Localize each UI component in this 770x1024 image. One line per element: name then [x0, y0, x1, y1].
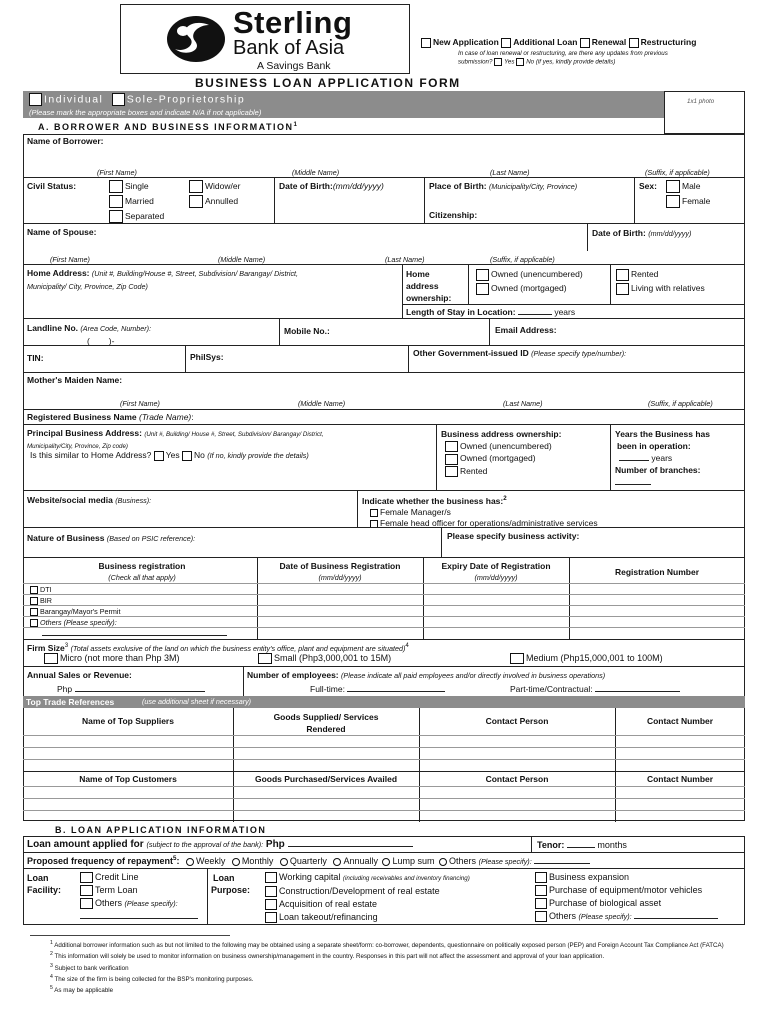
purpose-others-hint: (Please specify):	[578, 912, 632, 921]
biz-owned-mortgaged-label: Owned (mortgaged)	[460, 453, 536, 464]
entity-type-bar	[23, 91, 664, 118]
reg-col3-title: Expiry Date of Registration	[441, 561, 551, 571]
business-ownership-label: Business address ownership:	[441, 429, 562, 439]
female-label: Female	[682, 196, 711, 206]
website-hint: (Business):	[115, 496, 152, 505]
restructuring-checkbox[interactable]	[629, 38, 639, 48]
repayment-frequency: Proposed frequency of repayment$^5$: Weekly Monthly Quarterly Annually Lump sum Others (Please specify):	[27, 855, 590, 866]
spouse-first-hint: (First Name)	[50, 255, 90, 264]
annulled-label: Annulled	[205, 196, 239, 206]
single-label: Single	[125, 181, 149, 191]
tenor-label: Tenor:	[537, 840, 565, 850]
male-label: Male	[682, 181, 701, 191]
section-a-text: A. BORROWER AND BUSINESS INFORMATION	[38, 122, 294, 132]
footnote-5-num: 5	[50, 985, 53, 992]
biz-owned-unencumbered-checkbox[interactable]	[445, 441, 458, 452]
firm-size-hint: (Total assets exclusive of the land on which the business entity's office, plant and equipment are situated)	[70, 643, 406, 653]
spouse-dob-label: Date of Birth:	[592, 228, 646, 238]
employees-label: Number of employees:	[247, 670, 339, 680]
home-address-hint2: Municipality/ City, Province, Zip Code)	[27, 282, 148, 291]
mother-middle-hint: (Middle Name)	[298, 399, 346, 408]
male-checkbox[interactable]	[666, 180, 680, 193]
mother-first-hint: (First Name)	[120, 399, 160, 408]
medium-label: Medium (Php15,000,001 to 100M)	[526, 653, 663, 663]
similar-yes-label: Yes	[165, 450, 180, 460]
spouse-middle-hint: (Middle Name)	[218, 255, 266, 264]
update-note-text-2: submission?	[458, 58, 493, 66]
biz-owned-unencumbered-label: Owned (unencumbered)	[460, 441, 552, 451]
trade-references-label: Top Trade References	[26, 697, 115, 707]
separated-label: Separated	[125, 211, 165, 221]
footnote-1-text: Additional borrower information such as but not limited to the following may be obtained using a separate sheet/form: co-borrower, dependents, questionnaire on politically exposed person (PEP) and Foreign Account Tax Compliance Act (FATCA)	[54, 942, 724, 950]
new-application-checkbox[interactable]	[421, 38, 431, 48]
bank-name-line1: Sterling	[233, 5, 353, 40]
trade-references-bar	[23, 696, 745, 708]
reg-others-checkbox[interactable]	[30, 619, 38, 627]
nature-label: Nature of Business	[27, 533, 105, 543]
similar-home-address	[30, 450, 309, 461]
renewal-checkbox[interactable]	[580, 38, 590, 48]
civil-status-col1	[109, 179, 164, 224]
footnote-2-text: This information will solely be used to monitor information on business ownership/management in the country. Responses in this part will not affect the assessment and approval of your loan application.	[54, 953, 605, 961]
home-rented-label: Rented	[631, 269, 659, 279]
biz-rented-label: Rented	[460, 465, 488, 476]
female-manager-checkbox[interactable]	[370, 509, 378, 517]
reg-col1-hint: (Check all that apply)	[108, 573, 176, 582]
purpose-others-label: Others	[549, 911, 577, 921]
entity-note: (Please mark the appropriate boxes and indicate N/A if not applicable)	[29, 108, 262, 117]
working-capital-hint: (including receivables and inventory financing)	[342, 875, 470, 882]
other-id-label: Other Government-issued ID	[413, 348, 529, 358]
spouse-last-hint: (Last Name)	[385, 255, 425, 264]
nature-hint: (Based on PSIC reference):	[106, 534, 196, 543]
working-capital-label: Working capital	[279, 872, 341, 882]
similar-no-label: No	[194, 450, 205, 460]
annually-label: Annually	[343, 856, 378, 866]
expansion-label: Business expansion	[549, 872, 630, 882]
footnote-5-text: As may be applicable	[54, 987, 114, 995]
firm-small	[258, 653, 391, 664]
pob-field[interactable]	[429, 181, 577, 191]
footnote-3-num: 3	[50, 962, 53, 969]
working-capital-checkbox[interactable]	[265, 872, 277, 883]
suppliers-col-goods: Goods Supplied/ Services Rendered	[273, 712, 379, 734]
lump-sum-radio[interactable]	[382, 858, 390, 866]
loan-purpose-label-2: Purpose:	[211, 885, 251, 895]
part-time-label: Part-time/Contractual:	[510, 684, 593, 694]
business-address-hint: (Unit #, Building/ House #, Street, Subdivision/ Barangay/ District,	[144, 431, 324, 438]
annual-sales-label: Annual Sales or Revenue:	[27, 670, 132, 680]
update-yes-checkbox[interactable]	[494, 58, 502, 66]
home-address-label: Home Address:	[27, 268, 90, 278]
bir-checkbox[interactable]	[30, 597, 38, 605]
home-ownership-col1	[476, 267, 583, 295]
home-ownership-label-2: address	[406, 281, 439, 291]
form-title: BUSINESS LOAN APPLICATION FORM	[195, 76, 461, 90]
bir-label: BIR	[40, 596, 52, 605]
registered-business-name-field[interactable]: Registered Business Name (Trade Name):	[27, 412, 194, 422]
philsys-label[interactable]: PhilSys:	[190, 352, 224, 362]
purpose-others-checkbox[interactable]	[535, 911, 547, 922]
home-owned-unencumbered-label: Owned (unencumbered)	[491, 269, 583, 279]
sole-proprietorship-label: Sole-Proprietorship	[126, 93, 246, 106]
years-unit: years	[651, 453, 673, 463]
logo	[120, 4, 410, 74]
small-label: Small (Php3,000,001 to 15M)	[274, 653, 392, 663]
section-b-title: B. LOAN APPLICATION INFORMATION	[55, 825, 267, 835]
footnote-4-text: The size of the firm is being collected for the BSP's monitoring purposes.	[54, 976, 254, 984]
acquisition-label: Acquisition of real estate	[279, 899, 378, 909]
registered-business-name-hint: (Trade Name)	[138, 412, 192, 422]
business-address-field[interactable]	[27, 428, 432, 452]
construction-checkbox[interactable]	[265, 886, 277, 897]
update-no-note: (if yes, kindly provide details)	[535, 58, 616, 66]
full-time-label: Full-time:	[310, 684, 345, 694]
credit-line-checkbox[interactable]	[80, 872, 93, 883]
mayors-permit-label: Barangay/Mayor's Permit	[40, 607, 121, 616]
footnote-1-num: 1	[50, 940, 53, 946]
suppliers-col-contact-number: Contact Number	[646, 716, 714, 726]
facility-others-checkbox[interactable]	[80, 898, 93, 909]
takeout-checkbox[interactable]	[265, 912, 277, 923]
monthly-radio[interactable]	[232, 858, 240, 866]
years-in-operation[interactable]	[615, 428, 710, 464]
borrower-last-hint: (Last Name)	[490, 168, 530, 177]
years-label-1: Years the Business has	[615, 429, 710, 439]
separated-checkbox[interactable]	[109, 210, 123, 223]
business-address-hint2: Municipality/City, Province, Zip code)	[27, 443, 128, 450]
business-ownership	[441, 428, 561, 477]
application-type	[421, 37, 696, 48]
micro-label: Micro (not more than Php 3M)	[60, 653, 180, 663]
section-a-sup: 1	[293, 121, 299, 128]
credit-line-label: Credit Line	[95, 872, 139, 882]
additional-loan-label: Additional Loan	[513, 37, 578, 47]
small-checkbox[interactable]	[258, 653, 272, 664]
years-label-2: been in operation:	[617, 441, 691, 451]
biz-owned-mortgaged-checkbox[interactable]	[445, 454, 458, 465]
micro-checkbox[interactable]	[44, 653, 58, 664]
mother-suffix-hint: (Suffix, if applicable)	[648, 399, 713, 408]
loan-facility-label-2: Facility:	[27, 885, 62, 895]
length-of-stay-field[interactable]	[406, 307, 575, 317]
weekly-label: Weekly	[196, 856, 226, 866]
quarterly-label: Quarterly	[289, 856, 327, 866]
entity-options	[29, 93, 245, 106]
firm-size-heading	[27, 642, 409, 653]
civil-status-col2	[189, 179, 240, 209]
sterling-logo-icon	[165, 13, 227, 65]
reg-col1-title: Business registration	[98, 561, 186, 571]
update-no-label: No	[526, 58, 535, 66]
takeout-label: Loan takeout/refinancing	[279, 912, 378, 922]
customers-col-contact-number: Contact Number	[646, 774, 714, 784]
widower-checkbox[interactable]	[189, 180, 203, 193]
email-label[interactable]: Email Address:	[495, 325, 557, 335]
bank-tagline: A Savings Bank	[257, 60, 331, 72]
registration-rows	[30, 584, 227, 639]
indicate-sup: 2	[503, 495, 507, 502]
bank-name-line2: Bank of Asia	[233, 37, 345, 59]
loan-facility-options	[80, 871, 198, 923]
female-head-officer-label: Female head officer for operations/administrative services	[380, 517, 598, 528]
loan-amount-hint: (subject to the approval of the bank):	[146, 840, 264, 849]
footnotes	[50, 939, 740, 996]
home-ownership-label	[406, 268, 451, 304]
loan-purpose-label	[211, 872, 250, 896]
restructuring-label: Restructuring	[640, 37, 697, 47]
term-loan-checkbox[interactable]	[80, 885, 93, 896]
home-owned-mortgaged-label: Owned (mortgaged)	[491, 283, 567, 293]
female-manager-label: Female Manager/s	[380, 506, 451, 517]
nature-of-business-field[interactable]	[27, 533, 195, 543]
annually-radio[interactable]	[333, 858, 341, 866]
reg-col2-title: Date of Business Registration	[279, 561, 401, 571]
loan-purpose-col1	[265, 871, 470, 924]
website-field[interactable]	[27, 495, 151, 505]
home-owned-unencumbered-checkbox[interactable]	[476, 269, 489, 281]
footnote-3	[50, 962, 740, 973]
individual-label: Individual	[44, 93, 104, 106]
similar-no-hint: (If no, kindly provide the details)	[207, 451, 309, 460]
loan-amount-field[interactable]	[27, 839, 413, 850]
borrower-middle-hint: (Middle Name)	[292, 168, 340, 177]
single-checkbox[interactable]	[109, 180, 123, 193]
home-ownership-label-1: Home	[406, 269, 430, 279]
section-a-title	[38, 121, 298, 132]
dti-checkbox[interactable]	[30, 586, 38, 594]
home-address-field[interactable]	[27, 267, 402, 293]
home-ownership-label-3: ownership:	[406, 293, 452, 303]
borrower-name-label: Name of Borrower:	[27, 136, 104, 146]
annulled-checkbox[interactable]	[189, 195, 203, 208]
length-of-stay-label: Length of Stay in Location:	[406, 307, 516, 317]
additional-loan-checkbox[interactable]	[501, 38, 511, 48]
similar-question: Is this similar to Home Address?	[30, 450, 152, 460]
tin-label[interactable]: TIN:	[27, 353, 44, 363]
tenor-unit: months	[597, 840, 627, 850]
website-label: Website/social media	[27, 495, 113, 505]
loan-purpose-col2	[535, 871, 718, 923]
construction-label: Construction/Development of real estate	[279, 886, 440, 896]
indicate-label: Indicate whether the business has:	[362, 495, 504, 506]
reg-col-number: Registration Number	[614, 567, 700, 577]
spouse-dob-field[interactable]	[592, 228, 691, 238]
business-activity-label[interactable]: Please specify business activity:	[447, 531, 580, 541]
indicate-business	[362, 493, 598, 529]
other-id-hint: (Please specify type/number):	[531, 349, 627, 358]
home-address-hint: (Unit #, Building/House #, Street, Subdivision/ Barangay/ District,	[91, 269, 299, 278]
biz-rented-checkbox[interactable]	[445, 466, 458, 477]
firm-size-label: Firm Size	[27, 642, 65, 653]
lump-sum-label: Lump sum	[392, 856, 435, 866]
weekly-radio[interactable]	[186, 858, 194, 866]
borrower-first-hint: (First Name)	[97, 168, 137, 177]
biological-checkbox[interactable]	[535, 898, 547, 909]
footnote-5	[50, 984, 740, 995]
footnote-4	[50, 973, 740, 984]
landline-format: (____)-	[87, 336, 115, 346]
mayors-permit-checkbox[interactable]	[30, 608, 38, 616]
reg-col-business-registration	[27, 561, 257, 583]
renewal-label: Renewal	[591, 37, 627, 47]
footnote-1	[50, 939, 740, 950]
employees-heading	[247, 670, 605, 680]
branches-label: Number of branches:	[615, 465, 701, 475]
photo-label: 1x1 photo	[687, 98, 715, 105]
equipment-label: Purchase of equipment/motor vehicles	[549, 885, 703, 895]
reg-col-date	[257, 561, 423, 583]
firm-medium	[510, 653, 663, 664]
update-yes-label: Yes	[504, 58, 515, 66]
loan-amount-php: Php	[265, 839, 285, 850]
similar-no-checkbox[interactable]	[182, 451, 192, 461]
pob-label: Place of Birth:	[429, 181, 487, 191]
landline-label: Landline No.	[27, 323, 78, 333]
firm-size-sup2: 4	[405, 642, 409, 649]
citizenship-label[interactable]: Citizenship:	[429, 210, 478, 220]
new-application-label: New Application	[433, 37, 499, 47]
loan-purpose-label-1: Loan	[213, 873, 235, 883]
full-time-field[interactable]	[310, 684, 445, 694]
customers-col-name: Name of Top Customers	[79, 774, 177, 784]
freq-others-label: Others	[449, 856, 477, 866]
freq-others-radio[interactable]	[439, 858, 447, 866]
home-relatives-label: Living with relatives	[631, 283, 705, 293]
frequency-label: Proposed frequency of repayment	[27, 856, 174, 866]
monthly-label: Monthly	[241, 856, 274, 866]
loan-facility-label-1: Loan	[27, 873, 49, 883]
trade-references-hint: (use additional sheet if necessary)	[142, 697, 252, 706]
footnote-3-text: Subject to bank verification	[54, 964, 129, 972]
photo-box	[664, 91, 745, 134]
reg-col-expiry	[423, 561, 569, 583]
borrower-name-input[interactable]	[90, 138, 740, 166]
update-note	[458, 50, 738, 67]
individual-checkbox[interactable]	[29, 93, 42, 106]
customers-col-contact-person: Contact Person	[485, 774, 549, 784]
footnote-2	[50, 950, 740, 961]
branches-field[interactable]	[615, 464, 701, 488]
pob-format: (Municipality/City, Province)	[489, 182, 578, 191]
home-owned-mortgaged-checkbox[interactable]	[476, 283, 489, 295]
landline-field[interactable]	[27, 322, 151, 347]
tenor-field[interactable]	[537, 840, 627, 850]
biological-label: Purchase of biological asset	[549, 898, 662, 908]
employees-hint: (Please indicate all paid employees and/or directly involved in business operations)	[341, 671, 606, 680]
term-loan-label: Term Loan	[95, 885, 138, 895]
sex-options	[666, 179, 710, 209]
mother-maiden-name-label[interactable]: Mother's Maiden Name:	[27, 375, 123, 385]
firm-size-sup: 3	[64, 642, 69, 649]
business-address-label: Principal Business Address:	[27, 428, 142, 438]
home-rented-checkbox[interactable]	[616, 269, 629, 281]
suppliers-col-contact-person: Contact Person	[485, 716, 549, 726]
acquisition-checkbox[interactable]	[265, 899, 277, 910]
reg-others-label: Others (Please specify):	[40, 618, 117, 627]
mobile-label[interactable]: Mobile No.:	[284, 326, 330, 336]
expansion-checkbox[interactable]	[535, 872, 547, 883]
dob-field[interactable]	[279, 181, 384, 191]
medium-checkbox[interactable]	[510, 653, 524, 664]
sole-proprietorship-checkbox[interactable]	[112, 93, 125, 106]
facility-others-hint: (Please specify):	[124, 899, 178, 908]
quarterly-radio[interactable]	[280, 858, 288, 866]
firm-micro	[44, 653, 180, 664]
annual-sales-field[interactable]	[57, 684, 205, 694]
annual-sales-php: Php	[57, 684, 73, 694]
sex-label: Sex:	[639, 181, 657, 191]
spouse-suffix-hint: (Suffix, if applicable)	[490, 255, 555, 264]
home-ownership-col2	[616, 267, 705, 295]
landline-hint: (Area Code, Number):	[80, 324, 152, 333]
home-relatives-checkbox[interactable]	[616, 283, 629, 295]
length-of-stay-unit: years	[554, 307, 576, 317]
spouse-name-label[interactable]: Name of Spouse:	[27, 227, 97, 237]
reg-col2-hint: (mm/dd/yyyy)	[318, 573, 362, 582]
loan-facility-label	[27, 872, 61, 896]
female-checkbox[interactable]	[666, 195, 680, 208]
married-checkbox[interactable]	[109, 195, 123, 208]
part-time-field[interactable]	[510, 684, 680, 694]
spouse-dob-format: (mm/dd/yyyy)	[648, 229, 692, 238]
customers-col-goods: Goods Purchased/Services Availed	[254, 774, 398, 784]
frequency-sup: 5	[173, 855, 177, 862]
dob-format: (mm/dd/yyyy)	[332, 181, 384, 191]
facility-others-label: Others	[95, 898, 123, 908]
equipment-checkbox[interactable]	[535, 885, 547, 896]
borrower-suffix-hint: (Suffix, if applicable)	[645, 168, 710, 177]
loan-amount-label: Loan amount applied for	[27, 839, 144, 850]
suppliers-col-name: Name of Top Suppliers	[82, 716, 174, 726]
registered-business-name-label: Registered Business Name	[27, 412, 137, 422]
reg-col3-hint: (mm/dd/yyyy)	[474, 573, 518, 582]
freq-others-hint: (Please specify):	[478, 857, 532, 866]
similar-yes-checkbox[interactable]	[154, 451, 164, 461]
married-label: Married	[125, 196, 154, 206]
footnote-4-num: 4	[50, 974, 53, 981]
footnote-2-num: 2	[50, 951, 53, 958]
update-no-checkbox[interactable]	[516, 58, 524, 66]
update-note-text: In case of loan renewal or restructuring, are there any updates from previous	[458, 50, 668, 57]
other-id-field[interactable]	[413, 348, 626, 358]
mother-last-hint: (Last Name)	[503, 399, 543, 408]
dti-label: DTI	[40, 585, 52, 594]
civil-status-label: Civil Status:	[27, 181, 77, 191]
dob-label: Date of Birth:	[279, 181, 333, 191]
widower-label: Widow/er	[205, 181, 241, 191]
